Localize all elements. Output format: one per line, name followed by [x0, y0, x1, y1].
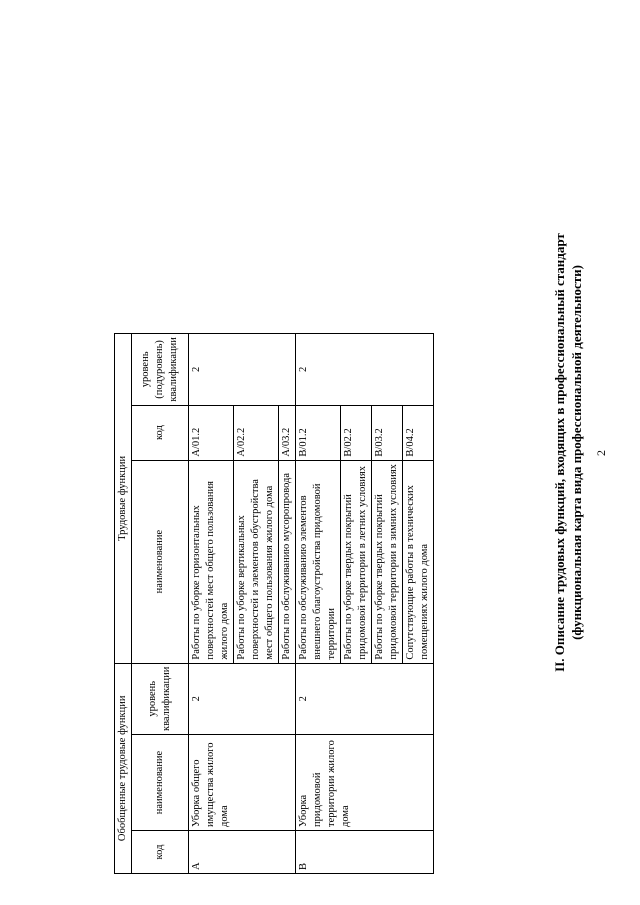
group-level: 2	[296, 663, 434, 734]
header-code: код	[132, 831, 189, 874]
header-generalized: Обобщенные трудовые функции	[115, 663, 132, 873]
group-name: Уборка общего имущества жилого дома	[189, 735, 296, 831]
function-code: B/02.2	[341, 405, 372, 460]
function-name: Работы по уборке вертикальных поверхностей и элементов обустройства мест общего пользования жилого дома	[234, 460, 279, 663]
group-name: Уборка придомовой территории жилого дома	[296, 735, 434, 831]
header-sublevel: уровень (подуровень) квалификации	[132, 334, 189, 405]
function-name: Работы по обслуживанию мусоропровода	[279, 460, 296, 663]
function-code: A/01.2	[189, 405, 234, 460]
header-row-1	[115, 334, 132, 874]
functional-map-table	[114, 333, 434, 874]
function-code: B/03.2	[372, 405, 403, 460]
function-level: 2	[296, 334, 434, 405]
header-name: наименование	[132, 735, 189, 831]
function-code: A/03.2	[279, 405, 296, 460]
function-name: Работы по уборке твердых покрытий придомовой территории в зимних условиях	[372, 460, 403, 663]
function-name: Сопутствующие работы в технических помещениях жилого дома	[403, 460, 434, 663]
function-code: B/01.2	[296, 405, 341, 460]
header-labor-functions: Трудовые функции	[115, 334, 132, 663]
section-subtitle: (функциональная карта вида профессиональной деятельности)	[569, 265, 584, 640]
page-number: 2	[594, 450, 608, 456]
section-title: II. Описание трудовых функций, входящих в профессиональный стандарт	[552, 233, 567, 672]
table-row	[296, 334, 341, 874]
table-row	[189, 334, 234, 874]
header-function-name: наименование	[132, 460, 189, 663]
header-level: уровень квалификации	[132, 663, 189, 734]
group-level: 2	[189, 663, 296, 734]
function-level: 2	[189, 334, 296, 405]
function-name: Работы по уборке горизонтальных поверхностей мест общего пользования жилого дома	[189, 460, 234, 663]
header-row-2	[132, 334, 189, 874]
function-code: B/04.2	[403, 405, 434, 460]
header-function-code: код	[132, 405, 189, 460]
group-code: A	[189, 831, 296, 874]
function-name: Работы по обслуживанию элементов внешнего благоустройства придомовой территории	[296, 460, 341, 663]
function-name: Работы по уборке твердых покрытий придомовой территории в летних условиях	[341, 460, 372, 663]
group-code: B	[296, 831, 434, 874]
function-code: A/02.2	[234, 405, 279, 460]
